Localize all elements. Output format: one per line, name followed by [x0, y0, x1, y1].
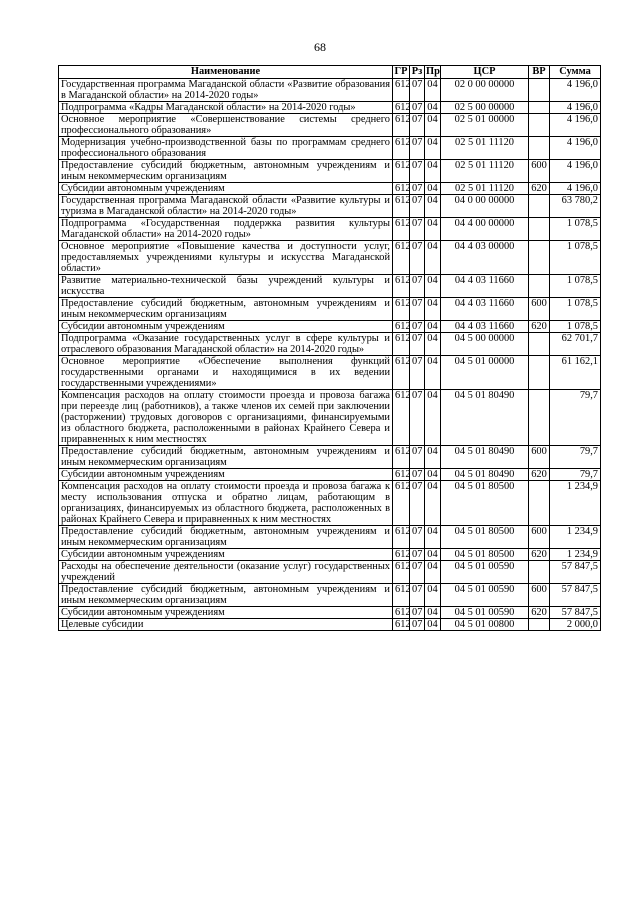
- table-row: [59, 481, 601, 526]
- cell-csr: 04 5 01 00590: [441, 561, 529, 584]
- cell-pr: 04: [425, 469, 441, 481]
- cell-csr: 02 5 00 00000: [441, 102, 529, 114]
- cell-sum: 79,7: [550, 446, 601, 469]
- cell-name: Государственная программа Магаданской области «Развитие культуры и туризма в Магаданской области» на 2014-2020 годы»: [59, 195, 393, 218]
- table-row: [59, 298, 601, 321]
- cell-gr: 612: [393, 469, 410, 481]
- cell-csr: 02 5 01 11120: [441, 183, 529, 195]
- cell-name: Субсидии автономным учреждениям: [59, 183, 393, 195]
- cell-gr: 612: [393, 446, 410, 469]
- cell-name: Целевые субсидии: [59, 619, 393, 631]
- cell-name: Подпрограмма «Кадры Магаданской области» на 2014-2020 годы»: [59, 102, 393, 114]
- cell-vr: [529, 102, 550, 114]
- cell-csr: 04 4 03 11660: [441, 275, 529, 298]
- header-csr: ЦСР: [441, 66, 529, 79]
- table-row: [59, 160, 601, 183]
- table-row: [59, 446, 601, 469]
- cell-vr: 620: [529, 183, 550, 195]
- cell-vr: [529, 561, 550, 584]
- cell-name: Компенсация расходов на оплату стоимости проезда и провоза багажа при переезде лиц (работников), а также членов их семей при заключении (расторжении) трудовых договоров с организациями, финансируемыми из областного бюджета, расположенными в районах Крайнего Севера и приравненных к ним местностях: [59, 390, 393, 446]
- cell-name: Предоставление субсидий бюджетным, автономным учреждениям и иным некоммерческим организациям: [59, 446, 393, 469]
- cell-csr: 02 0 00 00000: [441, 79, 529, 102]
- cell-sum: 2 000,0: [550, 619, 601, 631]
- cell-name: Модернизация учебно-производственной базы по программам среднего профессионального образования: [59, 137, 393, 160]
- cell-gr: 612: [393, 619, 410, 631]
- cell-gr: 612: [393, 298, 410, 321]
- cell-gr: 612: [393, 584, 410, 607]
- cell-sum: 4 196,0: [550, 160, 601, 183]
- cell-vr: [529, 390, 550, 446]
- cell-gr: 612: [393, 102, 410, 114]
- cell-rz: 07: [410, 619, 425, 631]
- cell-gr: 612: [393, 241, 410, 275]
- cell-csr: 04 0 00 00000: [441, 195, 529, 218]
- cell-rz: 07: [410, 356, 425, 390]
- cell-pr: 04: [425, 390, 441, 446]
- cell-rz: 07: [410, 79, 425, 102]
- cell-rz: 07: [410, 137, 425, 160]
- cell-name: Расходы на обеспечение деятельности (оказание услуг) государственных учреждений: [59, 561, 393, 584]
- cell-gr: 612: [393, 218, 410, 241]
- cell-csr: 04 4 00 00000: [441, 218, 529, 241]
- cell-csr: 04 5 01 80490: [441, 469, 529, 481]
- cell-pr: 04: [425, 183, 441, 195]
- cell-vr: 620: [529, 321, 550, 333]
- cell-pr: 04: [425, 561, 441, 584]
- cell-name: Предоставление субсидий бюджетным, автономным учреждениям и иным некоммерческим организациям: [59, 298, 393, 321]
- cell-name: Предоставление субсидий бюджетным, автономным учреждениям и иным некоммерческим организациям: [59, 526, 393, 549]
- table-row: [59, 549, 601, 561]
- cell-gr: 612: [393, 183, 410, 195]
- cell-gr: 612: [393, 607, 410, 619]
- cell-gr: 612: [393, 526, 410, 549]
- cell-sum: 1 234,9: [550, 526, 601, 549]
- table-row: [59, 469, 601, 481]
- cell-name: Предоставление субсидий бюджетным, автономным учреждениям и иным некоммерческим организациям: [59, 160, 393, 183]
- cell-rz: 07: [410, 607, 425, 619]
- cell-name: Основное мероприятие «Совершенствование системы среднего профессионального образования»: [59, 114, 393, 137]
- cell-sum: 79,7: [550, 469, 601, 481]
- cell-sum: 61 162,1: [550, 356, 601, 390]
- cell-csr: 04 5 01 00800: [441, 619, 529, 631]
- cell-gr: 612: [393, 160, 410, 183]
- header-vr: ВР: [529, 66, 550, 79]
- table-row: [59, 114, 601, 137]
- cell-sum: 63 780,2: [550, 195, 601, 218]
- cell-sum: 1 078,5: [550, 241, 601, 275]
- budget-table: [58, 65, 601, 631]
- cell-vr: [529, 619, 550, 631]
- table-row: [59, 526, 601, 549]
- cell-pr: 04: [425, 114, 441, 137]
- cell-gr: 612: [393, 275, 410, 298]
- cell-pr: 04: [425, 356, 441, 390]
- page-number: 68: [314, 40, 326, 54]
- cell-vr: 600: [529, 160, 550, 183]
- cell-sum: 57 847,5: [550, 584, 601, 607]
- table-row: [59, 584, 601, 607]
- cell-name: Субсидии автономным учреждениям: [59, 549, 393, 561]
- cell-pr: 04: [425, 275, 441, 298]
- table-header-row: [59, 66, 601, 79]
- cell-vr: [529, 79, 550, 102]
- cell-pr: 04: [425, 619, 441, 631]
- cell-csr: 02 5 01 11120: [441, 137, 529, 160]
- cell-rz: 07: [410, 481, 425, 526]
- cell-gr: 612: [393, 481, 410, 526]
- table-row: [59, 275, 601, 298]
- cell-pr: 04: [425, 446, 441, 469]
- cell-name: Основное мероприятие «Повышение качества и доступности услуг, предоставляемых учреждениями культуры и искусства Магаданской области»: [59, 241, 393, 275]
- cell-gr: 612: [393, 561, 410, 584]
- cell-name: Государственная программа Магаданской области «Развитие образования в Магаданской области» на 2014-2020 годы»: [59, 79, 393, 102]
- cell-gr: 612: [393, 549, 410, 561]
- cell-sum: 1 234,9: [550, 481, 601, 526]
- cell-gr: 612: [393, 390, 410, 446]
- cell-name: Субсидии автономным учреждениям: [59, 469, 393, 481]
- cell-sum: 57 847,5: [550, 561, 601, 584]
- cell-sum: 1 078,5: [550, 321, 601, 333]
- cell-name: Компенсация расходов на оплату стоимости проезда и провоза багажа к месту использования отпуска и обратно лицам, работающим в организациях, финансируемых из областного бюджета, расположенных в районах Крайнего Севера и приравненных к ним местностях: [59, 481, 393, 526]
- cell-pr: 04: [425, 218, 441, 241]
- cell-name: Развитие материально-технической базы учреждений культуры и искусства: [59, 275, 393, 298]
- cell-sum: 4 196,0: [550, 137, 601, 160]
- cell-pr: 04: [425, 333, 441, 356]
- cell-rz: 07: [410, 160, 425, 183]
- cell-pr: 04: [425, 195, 441, 218]
- table-row: [59, 321, 601, 333]
- cell-csr: 04 4 03 11660: [441, 321, 529, 333]
- table-row: [59, 390, 601, 446]
- cell-vr: [529, 275, 550, 298]
- table-row: [59, 333, 601, 356]
- cell-sum: 1 078,5: [550, 218, 601, 241]
- cell-rz: 07: [410, 218, 425, 241]
- cell-pr: 04: [425, 481, 441, 526]
- table-row: [59, 183, 601, 195]
- cell-csr: 04 4 03 00000: [441, 241, 529, 275]
- cell-gr: 612: [393, 79, 410, 102]
- table-row: [59, 241, 601, 275]
- cell-sum: 1 078,5: [550, 275, 601, 298]
- cell-rz: 07: [410, 526, 425, 549]
- cell-rz: 07: [410, 195, 425, 218]
- table-row: [59, 561, 601, 584]
- cell-csr: 04 4 03 11660: [441, 298, 529, 321]
- table-row: [59, 137, 601, 160]
- cell-gr: 612: [393, 333, 410, 356]
- table-row: [59, 195, 601, 218]
- table-row: [59, 102, 601, 114]
- cell-csr: 04 5 01 00590: [441, 607, 529, 619]
- cell-rz: 07: [410, 183, 425, 195]
- cell-sum: 4 196,0: [550, 102, 601, 114]
- cell-name: Подпрограмма «Государственная поддержка развития культуры Магаданской области» на 2014-2020 годы»: [59, 218, 393, 241]
- cell-rz: 07: [410, 321, 425, 333]
- cell-sum: 79,7: [550, 390, 601, 446]
- cell-sum: 1 234,9: [550, 549, 601, 561]
- cell-vr: [529, 137, 550, 160]
- header-sum: Сумма: [550, 66, 601, 79]
- cell-sum: 4 196,0: [550, 114, 601, 137]
- cell-sum: 4 196,0: [550, 183, 601, 195]
- cell-sum: 57 847,5: [550, 607, 601, 619]
- cell-pr: 04: [425, 137, 441, 160]
- table-row: [59, 79, 601, 102]
- header-gr: ГР: [393, 66, 410, 79]
- cell-vr: [529, 195, 550, 218]
- header-name: Наименование: [59, 66, 393, 79]
- cell-rz: 07: [410, 549, 425, 561]
- cell-rz: 07: [410, 333, 425, 356]
- cell-csr: 04 5 01 80490: [441, 446, 529, 469]
- cell-gr: 612: [393, 356, 410, 390]
- cell-vr: [529, 481, 550, 526]
- header-rz: Рз: [410, 66, 425, 79]
- cell-vr: [529, 218, 550, 241]
- table-row: [59, 218, 601, 241]
- cell-sum: 1 078,5: [550, 298, 601, 321]
- cell-rz: 07: [410, 390, 425, 446]
- cell-name: Основное мероприятие «Обеспечение выполнения функций государственными органами и находящимися в их ведении государственными учреждениями»: [59, 356, 393, 390]
- cell-gr: 612: [393, 195, 410, 218]
- cell-pr: 04: [425, 607, 441, 619]
- cell-csr: 04 5 01 80500: [441, 481, 529, 526]
- cell-pr: 04: [425, 526, 441, 549]
- cell-vr: 620: [529, 469, 550, 481]
- cell-name: Подпрограмма «Оказание государственных услуг в сфере культуры и отраслевого образования Магаданской области» на 2014-2020 годы»: [59, 333, 393, 356]
- cell-rz: 07: [410, 102, 425, 114]
- cell-vr: [529, 241, 550, 275]
- cell-pr: 04: [425, 584, 441, 607]
- cell-pr: 04: [425, 102, 441, 114]
- cell-vr: [529, 333, 550, 356]
- cell-csr: 04 5 00 00000: [441, 333, 529, 356]
- cell-rz: 07: [410, 469, 425, 481]
- cell-rz: 07: [410, 584, 425, 607]
- cell-gr: 612: [393, 114, 410, 137]
- cell-pr: 04: [425, 321, 441, 333]
- cell-sum: 4 196,0: [550, 79, 601, 102]
- cell-vr: [529, 114, 550, 137]
- cell-vr: 600: [529, 446, 550, 469]
- cell-rz: 07: [410, 561, 425, 584]
- cell-rz: 07: [410, 241, 425, 275]
- cell-sum: 62 701,7: [550, 333, 601, 356]
- cell-vr: 600: [529, 298, 550, 321]
- cell-csr: 04 5 01 00000: [441, 356, 529, 390]
- cell-csr: 02 5 01 00000: [441, 114, 529, 137]
- cell-rz: 07: [410, 114, 425, 137]
- cell-gr: 612: [393, 137, 410, 160]
- table-row: [59, 356, 601, 390]
- cell-pr: 04: [425, 79, 441, 102]
- cell-pr: 04: [425, 549, 441, 561]
- cell-vr: 620: [529, 549, 550, 561]
- cell-name: Предоставление субсидий бюджетным, автономным учреждениям и иным некоммерческим организациям: [59, 584, 393, 607]
- cell-csr: 04 5 01 80500: [441, 526, 529, 549]
- cell-vr: 620: [529, 607, 550, 619]
- header-pr: Пр: [426, 66, 440, 77]
- table-row: [59, 607, 601, 619]
- cell-rz: 07: [410, 298, 425, 321]
- cell-csr: 04 5 01 80500: [441, 549, 529, 561]
- cell-pr: 04: [425, 241, 441, 275]
- cell-rz: 07: [410, 275, 425, 298]
- cell-vr: 600: [529, 526, 550, 549]
- cell-pr: 04: [425, 160, 441, 183]
- cell-rz: 07: [410, 446, 425, 469]
- cell-gr: 612: [393, 321, 410, 333]
- cell-csr: 04 5 01 00590: [441, 584, 529, 607]
- cell-name: Субсидии автономным учреждениям: [59, 607, 393, 619]
- cell-vr: 600: [529, 584, 550, 607]
- cell-csr: 04 5 01 80490: [441, 390, 529, 446]
- cell-csr: 02 5 01 11120: [441, 160, 529, 183]
- cell-pr: 04: [425, 298, 441, 321]
- cell-name: Субсидии автономным учреждениям: [59, 321, 393, 333]
- table-row: [59, 619, 601, 631]
- cell-vr: [529, 356, 550, 390]
- table-body: [59, 79, 601, 631]
